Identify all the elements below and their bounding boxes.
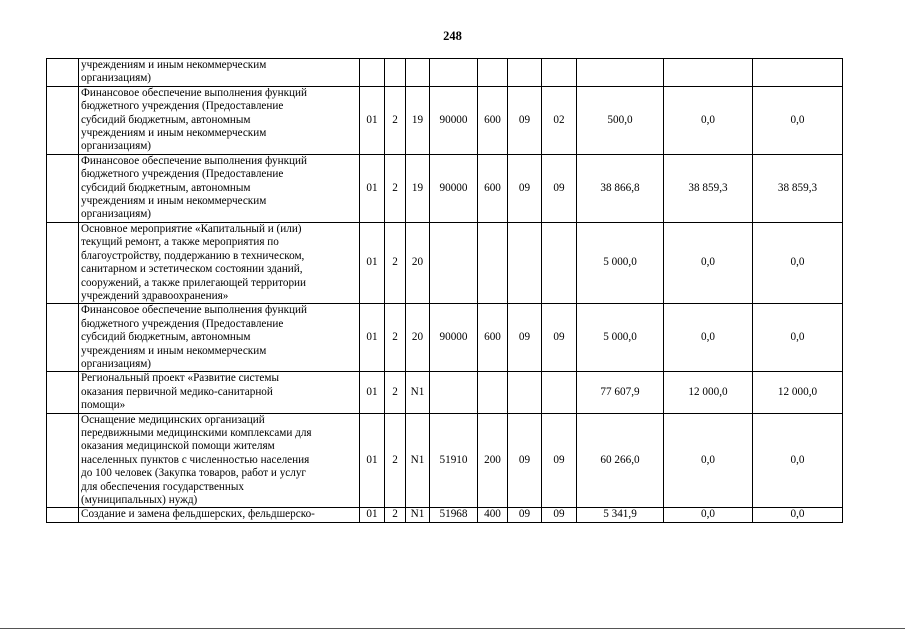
description-line: бюджетного учреждения (Предоставление bbox=[81, 317, 284, 330]
code-cell-c3: N1 bbox=[406, 413, 430, 508]
code-cell-c1: 01 bbox=[360, 372, 385, 413]
amount-cell-v1: 5 341,9 bbox=[577, 508, 664, 522]
code-cell-c2: 2 bbox=[385, 304, 406, 372]
code-cell-c2: 2 bbox=[385, 222, 406, 303]
code-cell-c1: 01 bbox=[360, 508, 385, 522]
code-cell-c4: 90000 bbox=[430, 304, 478, 372]
amount-cell-v2: 38 859,3 bbox=[664, 154, 753, 222]
description-line: учреждениям и иным некоммерческим bbox=[81, 59, 267, 71]
description-cell bbox=[79, 86, 360, 154]
code-cell-c5: 600 bbox=[478, 154, 508, 222]
description-line: бюджетного учреждения (Предоставление bbox=[81, 168, 284, 181]
description-line: бюджетного учреждения (Предоставление bbox=[81, 100, 284, 113]
description-line: (муниципальных) нужд) bbox=[81, 494, 198, 506]
amount-cell-v3: 0,0 bbox=[753, 413, 843, 508]
table-row bbox=[47, 413, 843, 508]
code-cell-c4: 51910 bbox=[430, 413, 478, 508]
code-cell-c5: 200 bbox=[478, 413, 508, 508]
description-line: Финансовое обеспечение выполнения функций bbox=[81, 86, 308, 99]
code-cell-c6: 09 bbox=[508, 86, 542, 154]
row-number-cell bbox=[47, 222, 79, 303]
amount-cell-v2 bbox=[664, 59, 753, 87]
description-line: до 100 человек (Закупка товаров, работ и услуг bbox=[81, 467, 307, 480]
description-line: организациям) bbox=[81, 72, 152, 85]
amount-cell-v2: 0,0 bbox=[664, 304, 753, 372]
amount-cell-v3: 0,0 bbox=[753, 222, 843, 303]
code-cell-c3: 20 bbox=[406, 304, 430, 372]
description-cell bbox=[79, 372, 360, 413]
amount-cell-v2: 0,0 bbox=[664, 508, 753, 522]
amount-cell-v1 bbox=[577, 59, 664, 87]
table-row bbox=[47, 154, 843, 222]
code-cell-c3 bbox=[406, 59, 430, 87]
code-cell-c7: 09 bbox=[542, 413, 577, 508]
code-cell-c3: N1 bbox=[406, 372, 430, 413]
description-line: учреждениям и иным некоммерческим bbox=[81, 195, 267, 208]
amount-cell-v3: 0,0 bbox=[753, 304, 843, 372]
description-line: Оснащение медицинских организаций bbox=[81, 413, 265, 426]
description-line: для обеспечения государственных bbox=[81, 480, 245, 493]
code-cell-c7: 09 bbox=[542, 508, 577, 522]
amount-cell-v3: 0,0 bbox=[753, 508, 843, 522]
table-row bbox=[47, 372, 843, 413]
code-cell-c2: 2 bbox=[385, 86, 406, 154]
description-line: учреждений здравоохранения» bbox=[81, 289, 229, 302]
code-cell-c5 bbox=[478, 372, 508, 413]
description-line: субсидий бюджетным, автономным bbox=[81, 181, 251, 194]
code-cell-c7: 09 bbox=[542, 304, 577, 372]
table-row bbox=[47, 304, 843, 372]
code-cell-c1 bbox=[360, 59, 385, 87]
amount-cell-v3 bbox=[753, 59, 843, 87]
page-bottom-edge bbox=[0, 628, 905, 629]
description-line: Создание и замена фельдшерских, фельдшерско- bbox=[81, 508, 315, 521]
page-number: 248 bbox=[443, 29, 462, 43]
description-line: благоустройству, поддержанию в техническом, bbox=[81, 249, 305, 262]
code-cell-c1: 01 bbox=[360, 154, 385, 222]
row-number-cell bbox=[47, 154, 79, 222]
code-cell-c7 bbox=[542, 59, 577, 87]
description-line: населенных пунктов с численностью населения bbox=[81, 453, 310, 466]
description-cell bbox=[79, 413, 360, 508]
description-line: Финансовое обеспечение выполнения функций bbox=[81, 154, 308, 167]
amount-cell-v1: 60 266,0 bbox=[577, 413, 664, 508]
row-number-cell bbox=[47, 372, 79, 413]
amount-cell-v3: 38 859,3 bbox=[753, 154, 843, 222]
description-line: Финансовое обеспечение выполнения функций bbox=[81, 304, 308, 317]
row-number-cell bbox=[47, 59, 79, 87]
code-cell-c4 bbox=[430, 59, 478, 87]
description-line: санитарном и эстетическом состоянии зданий, bbox=[81, 263, 303, 276]
amount-cell-v3: 12 000,0 bbox=[753, 372, 843, 413]
code-cell-c6: 09 bbox=[508, 413, 542, 508]
description-line: организациям) bbox=[81, 357, 152, 370]
amount-cell-v1: 5 000,0 bbox=[577, 304, 664, 372]
description-cell bbox=[79, 222, 360, 303]
description-line: помощи» bbox=[81, 399, 126, 412]
description-line: сооружений, а также прилегающей территории bbox=[81, 276, 307, 289]
description-line: оказания медицинской помощи жителям bbox=[81, 440, 275, 453]
code-cell-c6: 09 bbox=[508, 508, 542, 522]
amount-cell-v1: 5 000,0 bbox=[577, 222, 664, 303]
code-cell-c4: 90000 bbox=[430, 86, 478, 154]
description-line: оказания первичной медико-санитарной bbox=[81, 385, 273, 398]
description-cell bbox=[79, 59, 360, 87]
description-line: Региональный проект «Развитие системы bbox=[81, 372, 279, 385]
code-cell-c6 bbox=[508, 222, 542, 303]
description-line: субсидий бюджетным, автономным bbox=[81, 331, 251, 344]
amount-cell-v3: 0,0 bbox=[753, 86, 843, 154]
code-cell-c5: 600 bbox=[478, 304, 508, 372]
code-cell-c4 bbox=[430, 222, 478, 303]
code-cell-c6: 09 bbox=[508, 304, 542, 372]
description-line: Основное мероприятие «Капитальный и (или) bbox=[81, 222, 302, 235]
code-cell-c1: 01 bbox=[360, 86, 385, 154]
table-row bbox=[47, 508, 843, 522]
amount-cell-v2: 0,0 bbox=[664, 413, 753, 508]
budget-table bbox=[46, 58, 843, 523]
description-line: передвижными медицинскими комплексами для bbox=[81, 426, 312, 439]
description-cell bbox=[79, 508, 360, 522]
code-cell-c7: 09 bbox=[542, 154, 577, 222]
amount-cell-v2: 12 000,0 bbox=[664, 372, 753, 413]
code-cell-c7: 02 bbox=[542, 86, 577, 154]
amount-cell-v1: 500,0 bbox=[577, 86, 664, 154]
description-line: субсидий бюджетным, автономным bbox=[81, 113, 251, 126]
table-body bbox=[47, 59, 843, 523]
amount-cell-v1: 38 866,8 bbox=[577, 154, 664, 222]
description-line: учреждениям и иным некоммерческим bbox=[81, 344, 267, 357]
code-cell-c5: 400 bbox=[478, 508, 508, 522]
description-line: организациям) bbox=[81, 140, 152, 153]
row-number-cell bbox=[47, 304, 79, 372]
code-cell-c3: 19 bbox=[406, 154, 430, 222]
code-cell-c5: 600 bbox=[478, 86, 508, 154]
code-cell-c6: 09 bbox=[508, 154, 542, 222]
description-cell bbox=[79, 154, 360, 222]
code-cell-c2: 2 bbox=[385, 372, 406, 413]
row-number-cell bbox=[47, 413, 79, 508]
code-cell-c2: 2 bbox=[385, 413, 406, 508]
description-line: организациям) bbox=[81, 208, 152, 221]
code-cell-c6 bbox=[508, 59, 542, 87]
code-cell-c7 bbox=[542, 222, 577, 303]
amount-cell-v1: 77 607,9 bbox=[577, 372, 664, 413]
code-cell-c1: 01 bbox=[360, 413, 385, 508]
table-row bbox=[47, 222, 843, 303]
code-cell-c3: N1 bbox=[406, 508, 430, 522]
code-cell-c2: 2 bbox=[385, 508, 406, 522]
description-line: текущий ремонт, а также мероприятия по bbox=[81, 236, 279, 249]
code-cell-c5 bbox=[478, 222, 508, 303]
code-cell-c3: 19 bbox=[406, 86, 430, 154]
table-row bbox=[47, 86, 843, 154]
amount-cell-v2: 0,0 bbox=[664, 86, 753, 154]
code-cell-c1: 01 bbox=[360, 222, 385, 303]
code-cell-c1: 01 bbox=[360, 304, 385, 372]
amount-cell-v2: 0,0 bbox=[664, 222, 753, 303]
row-number-cell bbox=[47, 508, 79, 522]
row-number-cell bbox=[47, 86, 79, 154]
code-cell-c5 bbox=[478, 59, 508, 87]
code-cell-c6 bbox=[508, 372, 542, 413]
code-cell-c2: 2 bbox=[385, 154, 406, 222]
code-cell-c4: 90000 bbox=[430, 154, 478, 222]
code-cell-c4: 51968 bbox=[430, 508, 478, 522]
description-line: учреждениям и иным некоммерческим bbox=[81, 127, 267, 140]
code-cell-c7 bbox=[542, 372, 577, 413]
description-cell bbox=[79, 304, 360, 372]
table-row bbox=[47, 59, 843, 87]
code-cell-c3: 20 bbox=[406, 222, 430, 303]
code-cell-c4 bbox=[430, 372, 478, 413]
code-cell-c2 bbox=[385, 59, 406, 87]
